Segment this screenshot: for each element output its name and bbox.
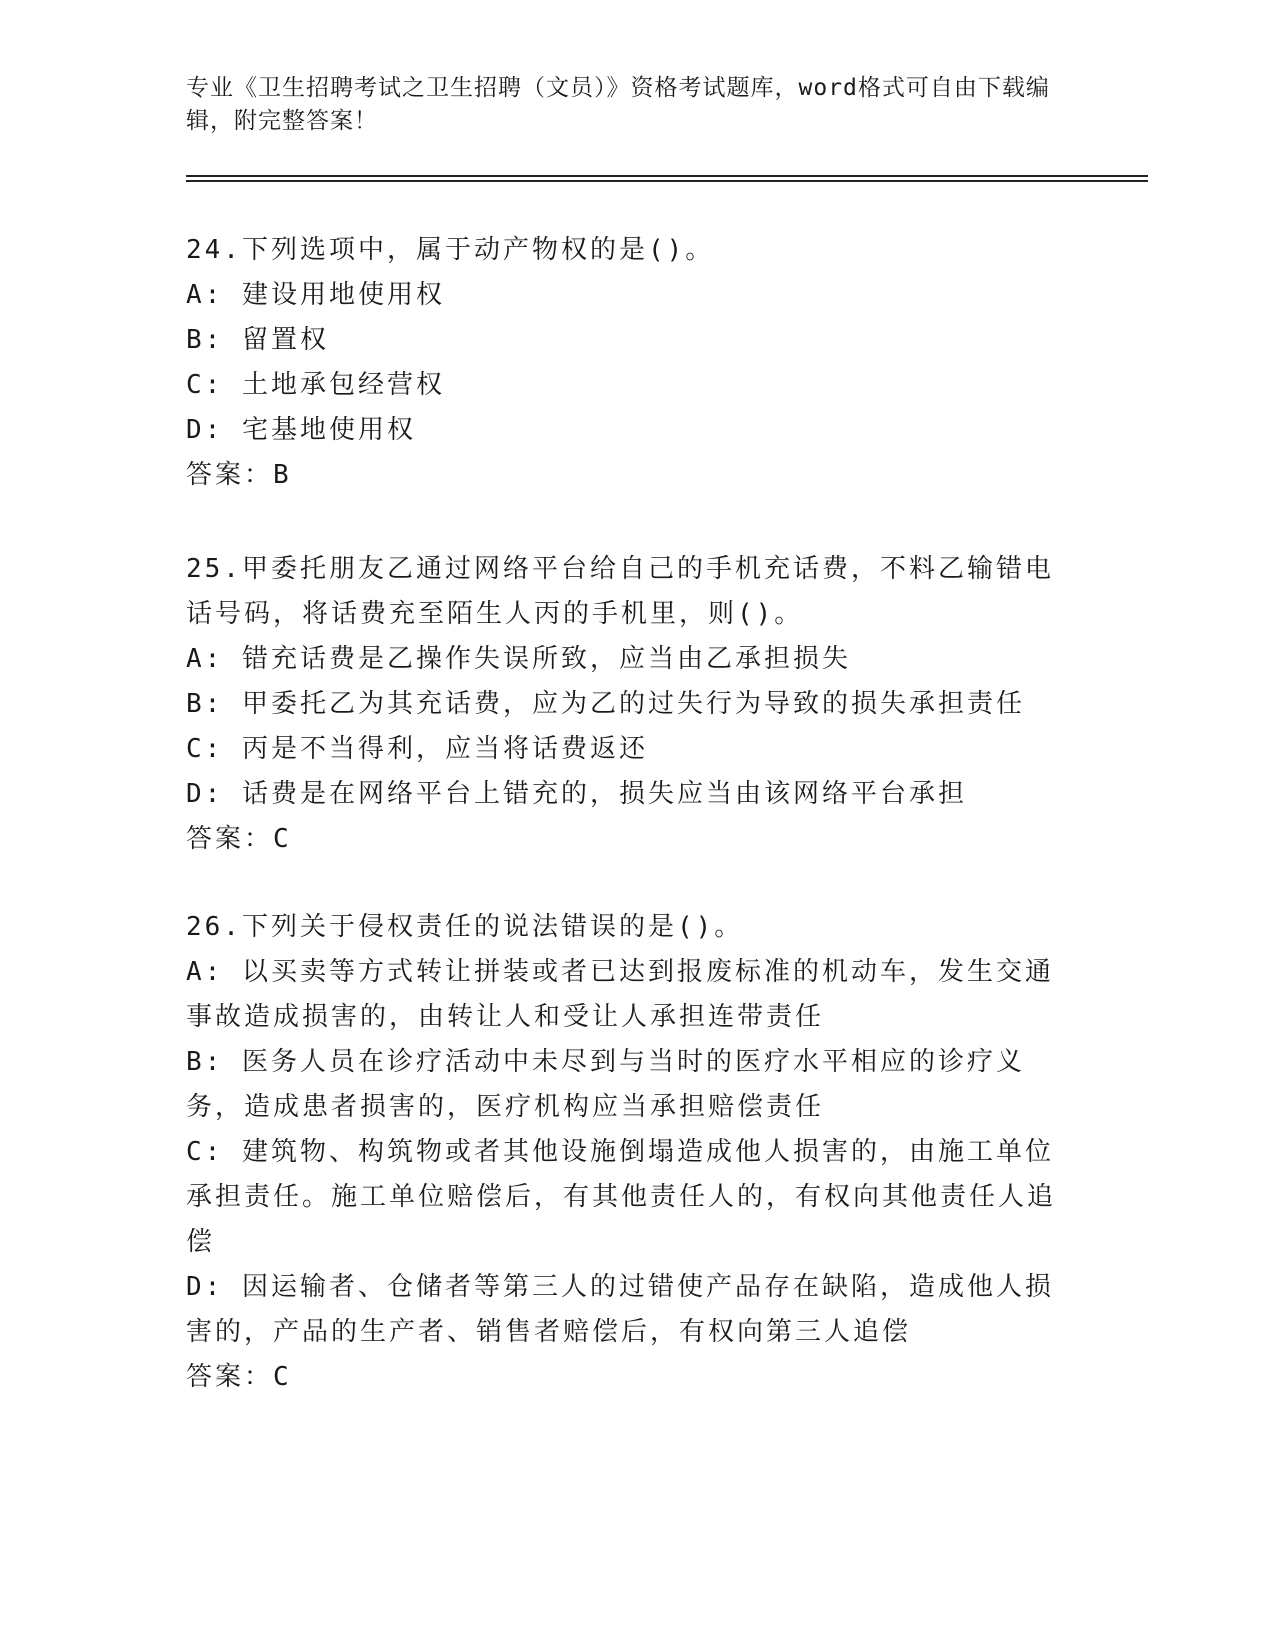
question-stem: 26.下列关于侵权责任的说法错误的是()。 xyxy=(186,912,744,942)
option-c: C: 丙是不当得利，应当将话费返还 xyxy=(186,734,648,764)
option-d: D: 宅基地使用权 xyxy=(186,415,416,445)
option-d: D: 话费是在网络平台上错充的，损失应当由该网络平台承担 xyxy=(186,779,967,809)
question-26 xyxy=(186,905,1066,1400)
question-24 xyxy=(186,228,1066,498)
option-b: B: 甲委托乙为其充话费，应为乙的过失行为导致的损失承担责任 xyxy=(186,689,1025,719)
question-25 xyxy=(186,547,1066,862)
option-d: D: 因运输者、仓储者等第三人的过错使产品存在缺陷，造成他人损害的，产品的生产者、销售者赔偿后，有权向第三人追偿 xyxy=(186,1272,1054,1347)
option-b: B: 留置权 xyxy=(186,325,329,355)
option-a: A: 以买卖等方式转让拼装或者已达到报废标准的机动车，发生交通事故造成损害的，由转让人和受让人承担连带责任 xyxy=(186,957,1054,1032)
document-header xyxy=(186,72,1066,138)
header-divider-top xyxy=(186,175,1148,177)
question-stem: 25.甲委托朋友乙通过网络平台给自己的手机充话费，不料乙输错电话号码，将话费充至陌生人丙的手机里，则()。 xyxy=(186,554,1054,629)
question-stem: 24.下列选项中，属于动产物权的是()。 xyxy=(186,235,715,265)
answer-label: 答案：B xyxy=(186,460,292,490)
option-a: A: 建设用地使用权 xyxy=(186,280,445,310)
option-c: C: 土地承包经营权 xyxy=(186,370,445,400)
header-divider-bottom xyxy=(186,180,1148,182)
answer-label: 答案：C xyxy=(186,1362,292,1392)
answer-label: 答案：C xyxy=(186,824,292,854)
header-title: 专业《卫生招聘考试之卫生招聘（文员）》资格考试题库，word格式可自由下载编辑，附完整答案！ xyxy=(186,75,1050,134)
option-b: B: 医务人员在诊疗活动中未尽到与当时的医疗水平相应的诊疗义务，造成患者损害的，医疗机构应当承担赔偿责任 xyxy=(186,1047,1025,1122)
option-c: C: 建筑物、构筑物或者其他设施倒塌造成他人损害的，由施工单位承担责任。施工单位赔偿后，有其他责任人的，有权向其他责任人追偿 xyxy=(186,1137,1057,1257)
option-a: A: 错充话费是乙操作失误所致，应当由乙承担损失 xyxy=(186,644,851,674)
